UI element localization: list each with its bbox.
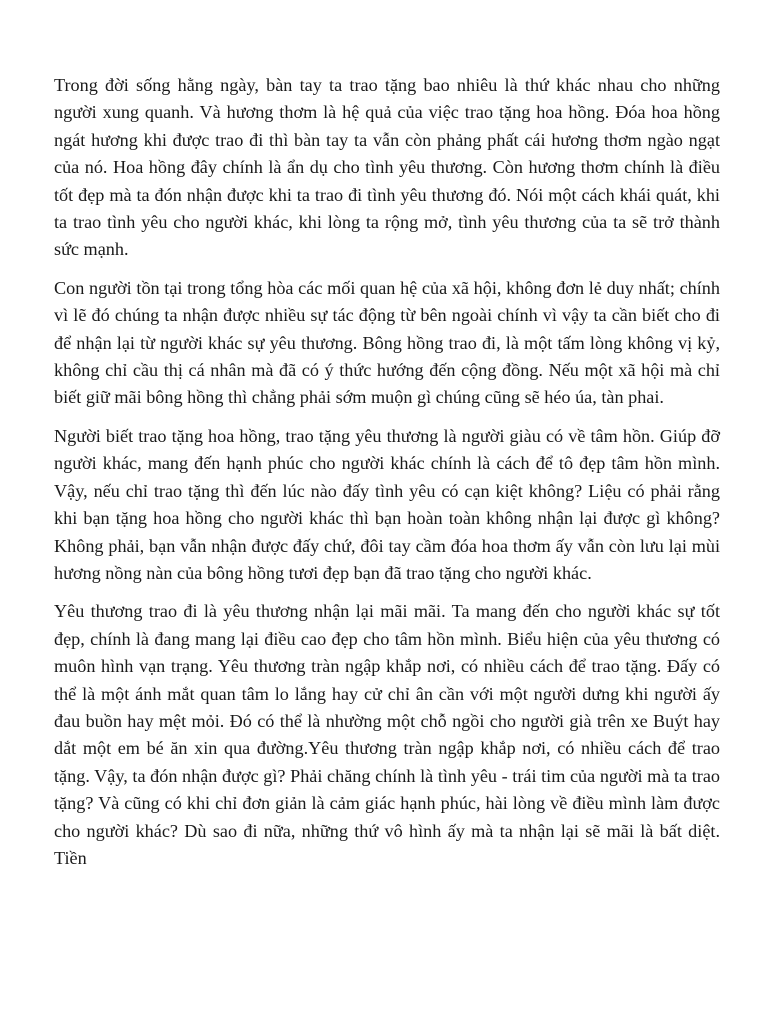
document-page <box>54 72 720 883</box>
paragraph-4: Yêu thương trao đi là yêu thương nhận lại mãi mãi. Ta mang đến cho người khác sự tốt đẹp, chính là đang mang lại điều cao đẹp cho tâm hồn mình. Biểu hiện của yêu thương có muôn hình vạn trạng. Yêu thương tràn ngập khắp nơi, có nhiều cách để trao tặng. Đấy có thể là một ánh mắt quan tâm lo lắng hay cử chỉ ân cần với một người dưng khi người ấy đau buồn hay mệt mỏi. Đó có thể là nhường một chỗ ngồi cho người già trên xe Buýt hay dắt một em bé ăn xin qua đường.Yêu thương tràn ngập khắp nơi, có nhiều cách để trao tặng. Vậy, ta đón nhận được gì? Phải chăng chính là tình yêu - trái tim của người mà ta trao tặng? Và cũng có khi chỉ đơn giản là cảm giác hạnh phúc, hài lòng về điều mình làm được cho người khác? Dù sao đi nữa, những thứ vô hình ấy mà ta nhận lại sẽ mãi là bất diệt. Tiền <box>54 601 720 868</box>
paragraph-2: Con người tồn tại trong tổng hòa các mối quan hệ của xã hội, không đơn lẻ duy nhất; chính vì lẽ đó chúng ta nhận được nhiều sự tác động từ bên ngoài chính vì vậy ta cần biết cho đi để nhận lại từ người khác sự yêu thương. Bông hồng trao đi, là một tấm lòng không vị kỷ, không chỉ cầu thị cá nhân mà đã có ý thức hướng đến cộng đồng. Nếu một xã hội mà chỉ biết giữ mãi bông hồng thì chẳng phải sớm muộn gì chúng cũng sẽ héo úa, tàn phai. <box>54 277 720 408</box>
paragraph-3: Người biết trao tặng hoa hồng, trao tặng yêu thương là người giàu có về tâm hồn. Giúp đỡ người khác, mang đến hạnh phúc cho người khác chính là cách để tô đẹp tâm hồn mình. Vậy, nếu chỉ trao tặng thì đến lúc nào đấy tình yêu có cạn kiệt không? Liệu có phải rằng khi bạn tặng hoa hồng cho người khác thì bạn hoàn toàn không nhận lại được gì không? Không phải, bạn vẫn nhận được đấy chứ, đôi tay cầm đóa hoa thơm ấy vẫn còn lưu lại mùi hương nồng nàn của bông hồng tươi đẹp bạn đã trao tặng cho người khác. <box>54 425 720 583</box>
paragraph-1: Trong đời sống hằng ngày, bàn tay ta trao tặng bao nhiêu là thứ khác nhau cho những người xung quanh. Và hương thơm là hệ quả của việc trao tặng hoa hồng. Đóa hoa hồng ngát hương khi được trao đi thì bàn tay ta vẫn còn phảng phất cái hương thơm ngào ngạt của nó. Hoa hồng đây chính là ẩn dụ cho tình yêu thương. Còn hương thơm chính là điều tốt đẹp mà ta đón nhận được khi ta trao đi tình yêu thương đó. Nói một cách khái quát, khi ta trao tình yêu cho người khác, khi lòng ta rộng mở, tình yêu thương của ta sẽ trở thành sức mạnh. <box>54 75 720 260</box>
